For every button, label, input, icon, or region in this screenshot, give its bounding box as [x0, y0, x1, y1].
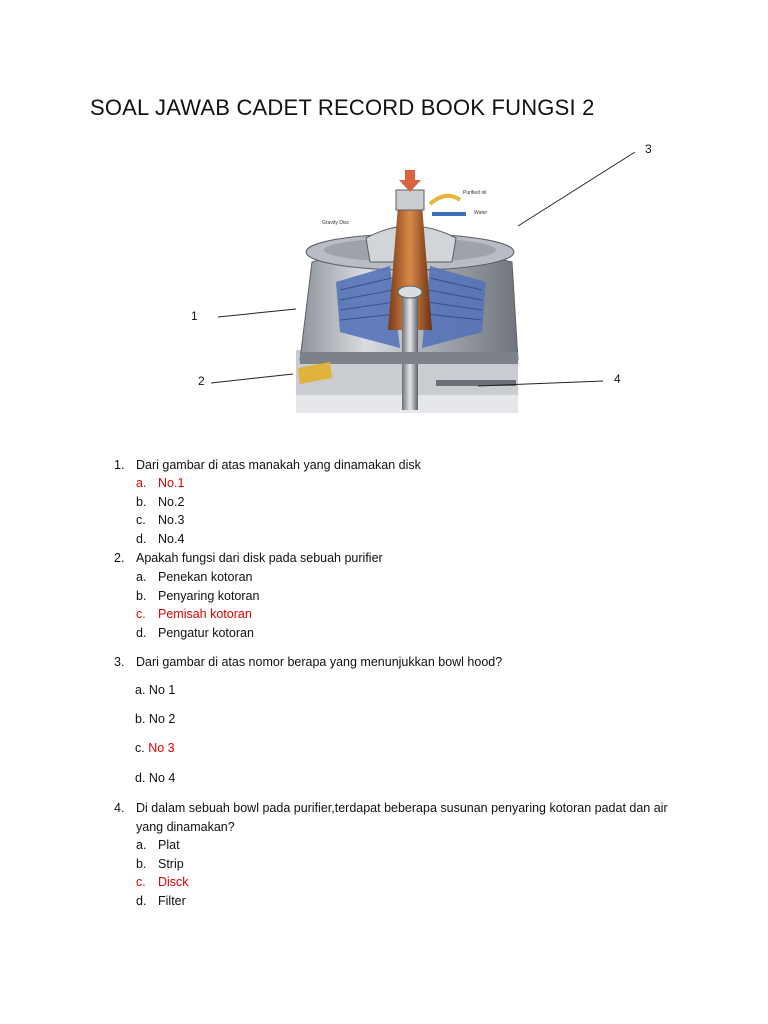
purifier-body [296, 170, 518, 413]
option-text: No 4 [148, 771, 176, 785]
question-text: Apakah fungsi dari disk pada sebuah purifier [136, 551, 383, 565]
option-letter: a. [136, 838, 147, 852]
leader-line-3 [518, 152, 635, 226]
option-text: No 2 [148, 712, 176, 726]
question-text: Dari gambar di atas manakah yang dinamakan disk [136, 458, 421, 472]
option-letter: b. [136, 857, 147, 871]
option-text: No.1 [158, 476, 185, 490]
question-number: 2. [114, 551, 125, 565]
option-text: No 3 [148, 741, 175, 755]
q3-option-c [135, 741, 175, 755]
question-text: Dari gambar di atas nomor berapa yang menunjukkan bowl hood? [136, 655, 503, 669]
page-title: SOAL JAWAB CADET RECORD BOOK FUNGSI 2 [90, 95, 595, 120]
question-number: 3. [114, 655, 125, 669]
option-text: Pengatur kotoran [158, 626, 254, 640]
figure-label-1: 1 [191, 309, 198, 323]
option-text: Penekan kotoran [158, 570, 253, 584]
option-letter: a. [136, 476, 147, 490]
figure-label-4: 4 [614, 372, 621, 386]
option-letter: c. [136, 513, 146, 527]
option-text: Filter [158, 894, 186, 908]
question-text-line-2: yang dinamakan? [136, 820, 235, 834]
option-text: No 1 [148, 683, 176, 697]
option-text: Disck [158, 875, 189, 889]
question-number: 1. [114, 458, 125, 472]
option-letter: c. [136, 607, 146, 621]
purified-oil-caption: Purified oil [463, 190, 487, 196]
option-text: No.4 [158, 532, 185, 546]
option-letter: d. [136, 532, 147, 546]
option-text: Penyaring kotoran [158, 589, 260, 603]
figure-label-3: 3 [645, 142, 652, 156]
option-prefix: c. [135, 741, 145, 755]
option-letter: c. [136, 875, 146, 889]
leader-line-1 [218, 309, 296, 317]
option-text: Plat [158, 838, 180, 852]
q3-option-b [135, 712, 175, 726]
q3-option-a [135, 683, 175, 697]
option-text: No.2 [158, 495, 185, 509]
purifier-figure [0, 0, 768, 440]
question-text-line-1: Di dalam sebuah bowl pada purifier,terdapat beberapa susunan penyaring kotoran padat dan air [136, 801, 668, 815]
option-text: Strip [158, 857, 184, 871]
q3-option-d [135, 771, 175, 785]
option-letter: b. [136, 495, 147, 509]
water-caption: Water [474, 210, 488, 216]
option-prefix: b. [135, 712, 146, 726]
leader-line-2 [211, 374, 293, 383]
option-prefix: d. [135, 771, 146, 785]
question-number: 4. [114, 801, 125, 815]
option-letter: a. [136, 570, 147, 584]
option-letter: d. [136, 626, 147, 640]
gravity-disc-caption: Gravity Disc [322, 220, 349, 226]
figure-label-2: 2 [198, 374, 205, 388]
option-text: No.3 [158, 513, 185, 527]
option-letter: b. [136, 589, 147, 603]
option-text: Pemisah kotoran [158, 607, 252, 621]
option-letter: d. [136, 894, 147, 908]
option-prefix: a. [135, 683, 146, 697]
